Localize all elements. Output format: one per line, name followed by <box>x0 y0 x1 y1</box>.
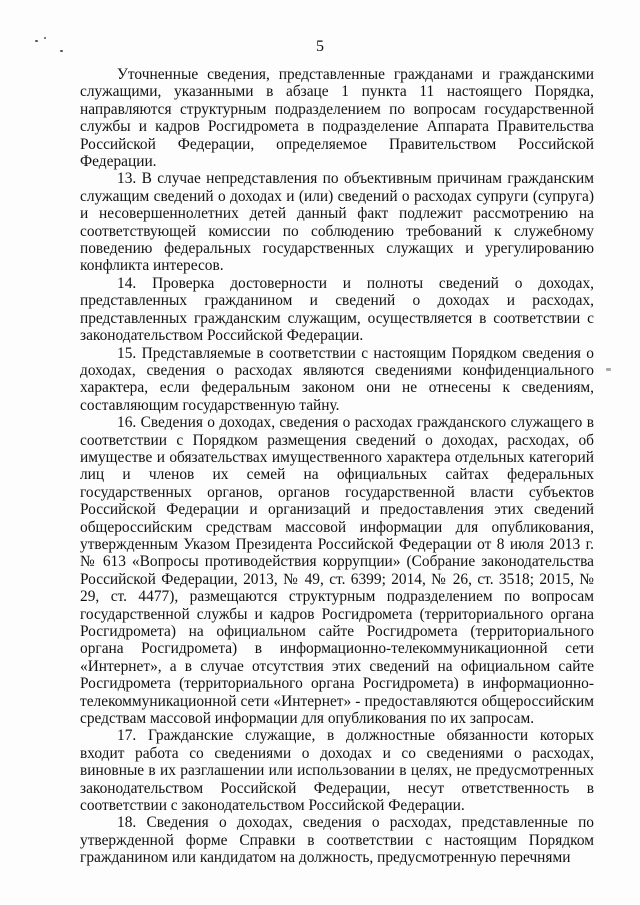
paragraph-14: 14. Проверка достоверности и полноты сведений о доходах, представленных гражданином и сведений о доходах и расходах, представленных гражданским служащим, осуществляется в соответствии с законодательством Российской Федерации. <box>80 274 594 345</box>
paragraph-15: 15. Представляемые в соответствии с настоящим Порядком сведения о доходах, сведения о расходах являются сведениями конфиденциального характера, если федеральным законом они не отнесены к сведениям, составляющим государственную тайну. <box>80 344 594 414</box>
paragraph-16: 16. Сведения о доходах, сведения о расходах гражданского служащего в соответствии с Порядком размещения сведений о доходах, расходах, об имуществе и обязательствах имущественного характера отдельных категорий лиц и членов их семей на официальных сайтах федеральных государственных органов, органов государственной власти субъектов Российской Федерации и организаций и предоставления этих сведений общероссийским средствам массовой информации для опубликования, утвержденным Указом Президента Российской Федерации от 8 июля 2013 г. № 613 «Вопросы противодействия коррупции» (Собрание законодательства Российской Федерации, 2013, № 49, ст. 6399; 2014, № 26, ст. 3518; 2015, № 29, ст. 4477), размещаются структурным подразделением по вопросам государственной службы и кадров Росгидромета (территориального органа Росгидромета) на официальном сайте Росгидромета (территориального органа Росгидромета) в информационно-телекоммуникационной сети «Интернет», а в случае отсутствия этих сведений на официальном сайте Росгидромета (территориального органа Росгидромета) в информационно-телекоммуникационной сети «Интернет» - предоставляются общероссийским средствам массовой информации для опубликования по их запросам. <box>80 414 594 728</box>
document-body <box>80 66 594 867</box>
scan-speck <box>606 368 611 371</box>
page-number: 5 <box>316 38 324 55</box>
paragraph-13: 13. В случае непредставления по объективным причинам гражданским служащим сведений о доходах и (или) сведений о расходах супруги (супруга) и несовершеннолетних детей данный факт подлежит рассмотрению на соответствующей комиссии по соблюдению требований к служебному поведению федеральных государственных служащих и урегулированию конфликта интересов. <box>80 170 594 275</box>
paragraph-18: 18. Сведения о доходах, сведения о расходах, представленные по утвержденной форме Справки в соответствии с настоящим Порядком гражданином или кандидатом на должность, предусмотренную перечнями <box>80 814 594 867</box>
paragraph-17: 17. Гражданские служащие, в должностные обязанности которых входит работа со сведениями о доходах и со сведениями о расходах, виновные в их разглашении или использовании в целях, не предусмотренных законодательством Российской Федерации, несут ответственность в соответствии с законодательством Российской Федерации. <box>80 727 594 815</box>
paragraph-clarified-info: Уточненные сведения, представленные гражданами и гражданскими служащими, указанными в абзаце 1 пункта 11 настоящего Порядка, направляются структурным подразделением по вопросам государственной службы и кадров Росгидромета в подразделение Аппарата Правительства Российской Федерации, определяемое Правительством Российской Федерации. <box>80 66 594 171</box>
